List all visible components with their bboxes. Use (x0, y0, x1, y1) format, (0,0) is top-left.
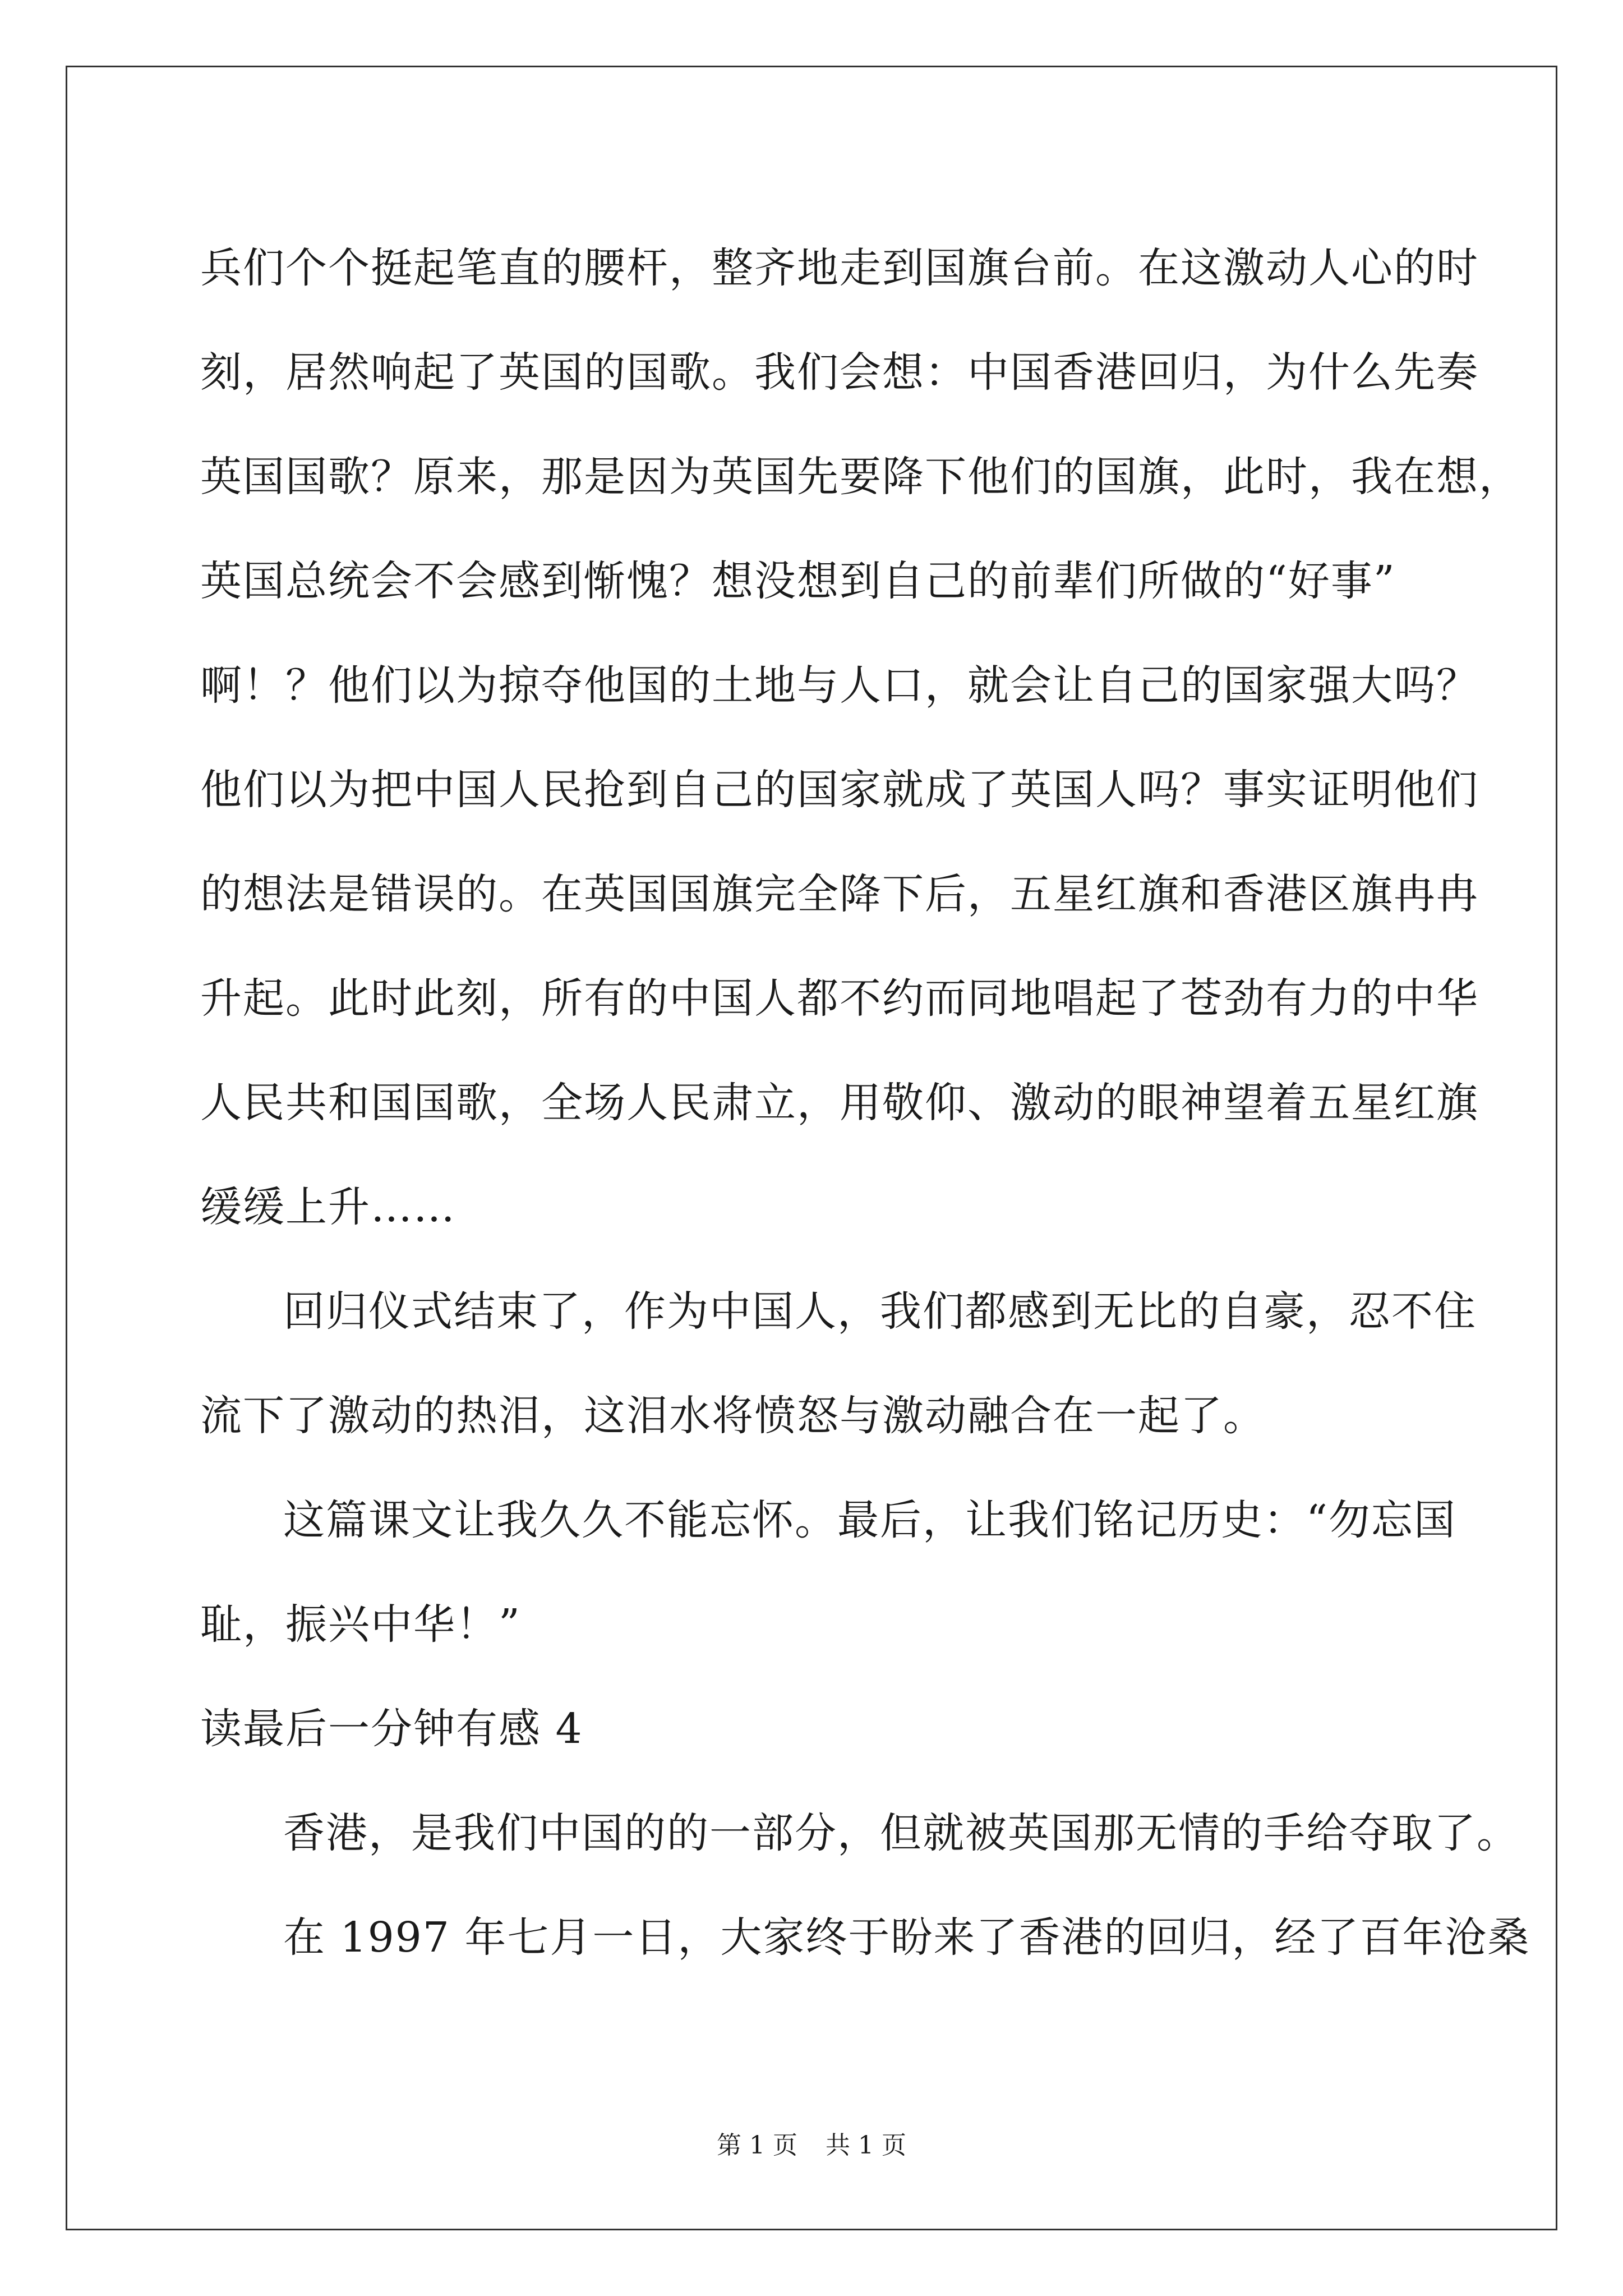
text-line: 耻，振兴中华！” (200, 1600, 521, 1649)
paragraph-start-line: 回归仪式结束了，作为中国人，我们都感到无比的自豪，忍不住 (283, 1287, 1477, 1336)
text-line: 流下了激动的热泪，这泪水将愤怒与激动融合在一起了。 (200, 1392, 1266, 1440)
text-line: 缓缓上升…… (200, 1183, 456, 1231)
text-line: 啊！？他们以为掠夺他国的土地与人口，就会让自己的国家强大吗？ (200, 661, 1479, 710)
paragraph-start-line: 这篇课文让我久久不能忘怀。最后，让我们铭记历史：“勿忘国 (283, 1496, 1456, 1544)
text-line: 的想法是错误的。在英国国旗完全降下后，五星红旗和香港区旗冉冉 (200, 870, 1479, 918)
page-footer (0, 2129, 1623, 2162)
text-line: 英国国歌？原来，那是因为英国先要降下他们的国旗，此时，我在想， (200, 453, 1521, 501)
text-line: 升起。此时此刻，所有的中国人都不约而同地唱起了苍劲有力的中华 (200, 974, 1479, 1023)
text-line: 他们以为把中国人民抢到自己的国家就成了英国人吗？事实证明他们 (200, 766, 1479, 814)
text-line: 人民共和国国歌，全场人民肃立，用敬仰、激动的眼神望着五星红旗 (200, 1079, 1479, 1127)
paragraph-start-line: 香港，是我们中国的的一部分，但就被英国那无情的手给夺取了。 (283, 1809, 1519, 1857)
text-line: 兵们个个挺起笔直的腰杆，整齐地走到国旗台前。在这激动人心的时 (200, 244, 1479, 292)
text-line: 英国总统会不会感到惭愧？想没想到自己的前辈们所做的“好事” (200, 557, 1396, 605)
text-line: 刻，居然响起了英国的国歌。我们会想：中国香港回归，为什么先奏 (200, 348, 1479, 397)
page-count: 共 1 页 (826, 2131, 906, 2160)
section-heading: 读最后一分钟有感 4 (200, 1705, 583, 1753)
paragraph-start-line: 在 1997 年七月一日，大家终于盼来了香港的回归，经了百年沧桑 (283, 1913, 1530, 1962)
document-body (200, 216, 1530, 1990)
page-number: 第 1 页 (717, 2131, 797, 2160)
